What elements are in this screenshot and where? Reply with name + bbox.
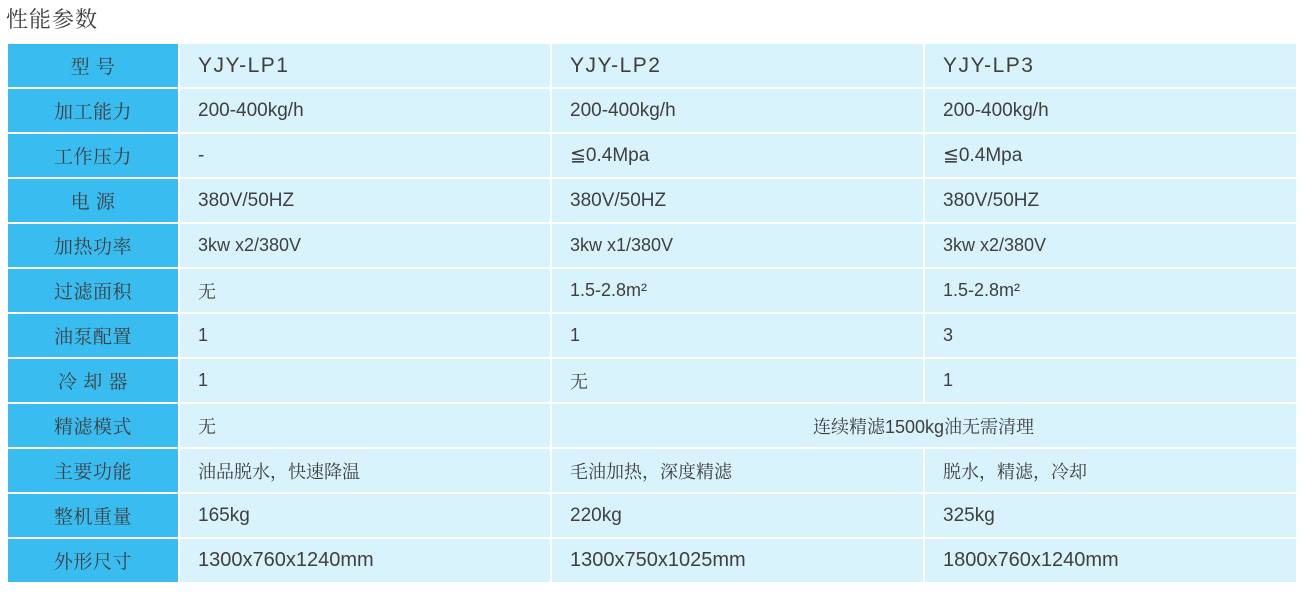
row-value: 1 bbox=[924, 358, 1297, 403]
row-value: 200-400kg/h bbox=[551, 88, 924, 133]
table-row bbox=[7, 358, 1297, 403]
row-label: 冷 却 器 bbox=[7, 358, 179, 403]
row-value: 1300x760x1240mm bbox=[179, 538, 551, 583]
table-row bbox=[7, 493, 1297, 538]
row-value: 毛油加热，深度精滤 bbox=[551, 448, 924, 493]
row-label: 加热功率 bbox=[7, 223, 179, 268]
row-value: 无 bbox=[551, 358, 924, 403]
row-value: 1.5-2.8m² bbox=[924, 268, 1297, 313]
row-value: 无 bbox=[179, 268, 551, 313]
model-2-header: YJY-LP2 bbox=[551, 43, 924, 88]
row-label: 过滤面积 bbox=[7, 268, 179, 313]
row-value: 325kg bbox=[924, 493, 1297, 538]
table-row bbox=[7, 448, 1297, 493]
row-value: 1.5-2.8m² bbox=[551, 268, 924, 313]
table-row bbox=[7, 88, 1297, 133]
page-title: 性能参数 bbox=[6, 7, 99, 32]
row-value: 200-400kg/h bbox=[179, 88, 551, 133]
row-value: 380V/50HZ bbox=[924, 178, 1297, 223]
row-value: ≦0.4Mpa bbox=[924, 133, 1297, 178]
row-value: 220kg bbox=[551, 493, 924, 538]
row-value: 1300x750x1025mm bbox=[551, 538, 924, 583]
row-value: 1 bbox=[179, 358, 551, 403]
row-value: 1800x760x1240mm bbox=[924, 538, 1297, 583]
table-header-row bbox=[7, 43, 1297, 88]
row-value: 1 bbox=[179, 313, 551, 358]
table-row bbox=[7, 178, 1297, 223]
row-value: 165kg bbox=[179, 493, 551, 538]
row-value: 脱水，精滤，冷却 bbox=[924, 448, 1297, 493]
row-value: ≦0.4Mpa bbox=[551, 133, 924, 178]
row-label: 主要功能 bbox=[7, 448, 179, 493]
row-value: 200-400kg/h bbox=[924, 88, 1297, 133]
row-value: 1 bbox=[551, 313, 924, 358]
table-row bbox=[7, 223, 1297, 268]
row-value: 油品脱水，快速降温 bbox=[179, 448, 551, 493]
row-value: 3kw x1/380V bbox=[551, 223, 924, 268]
row-label: 油泵配置 bbox=[7, 313, 179, 358]
row-label: 精滤模式 bbox=[7, 403, 179, 448]
row-label: 整机重量 bbox=[7, 493, 179, 538]
row-value: 3 bbox=[924, 313, 1297, 358]
row-value: 380V/50HZ bbox=[551, 178, 924, 223]
model-3-header: YJY-LP3 bbox=[924, 43, 1297, 88]
row-value: 无 bbox=[179, 403, 551, 448]
table-row bbox=[7, 403, 1297, 448]
row-label: 外形尺寸 bbox=[7, 538, 179, 583]
table-row bbox=[7, 538, 1297, 583]
row-value-merged: 连续精滤1500kg油无需清理 bbox=[551, 403, 1297, 448]
row-value: - bbox=[179, 133, 551, 178]
table-row bbox=[7, 133, 1297, 178]
row-value: 3kw x2/380V bbox=[179, 223, 551, 268]
row-value: 380V/50HZ bbox=[179, 178, 551, 223]
row-value: 3kw x2/380V bbox=[924, 223, 1297, 268]
row-label-model: 型 号 bbox=[7, 43, 179, 88]
table-row bbox=[7, 268, 1297, 313]
row-label: 加工能力 bbox=[7, 88, 179, 133]
row-label: 电 源 bbox=[7, 178, 179, 223]
row-label: 工作压力 bbox=[7, 133, 179, 178]
model-1-header: YJY-LP1 bbox=[179, 43, 551, 88]
performance-parameters-table bbox=[6, 42, 1298, 584]
table-row bbox=[7, 313, 1297, 358]
